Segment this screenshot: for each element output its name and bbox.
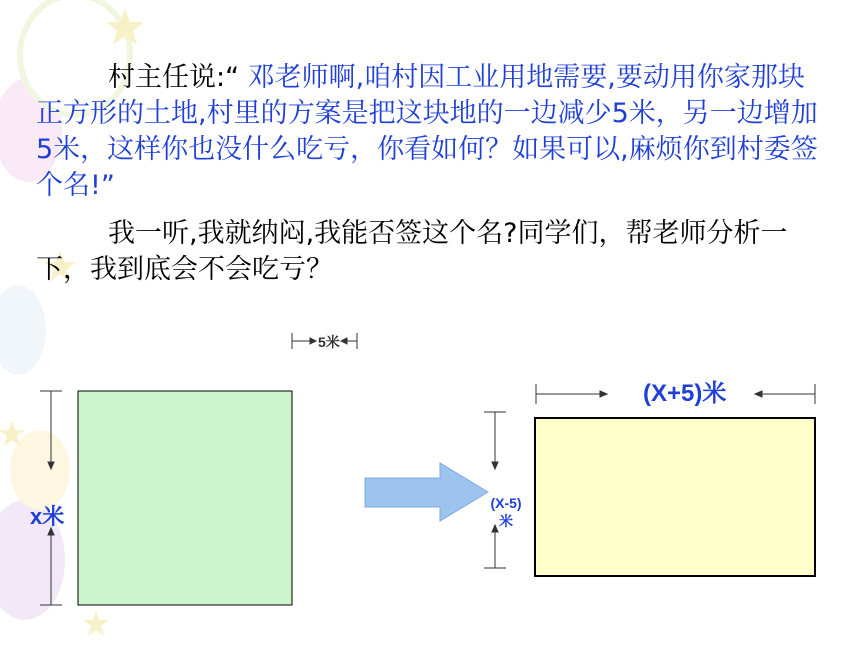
label-height — [484, 494, 528, 530]
label-height-expr: (X-5) — [490, 495, 522, 511]
quote-speaker: 村主任说:“ — [108, 62, 240, 93]
transform-arrow — [365, 463, 488, 521]
original-square — [78, 391, 292, 605]
label-height-unit: 米 — [499, 513, 513, 529]
quote-content: 邓老师啊,咱村因工业用地需要,要动用你家那块正方形的土地,村里的方案是把这块地的一边减少5米，另一边增加5米，这样你也没什么吃亏，你看如何？如果可以,麻烦你到村委签个名!” — [36, 62, 818, 201]
label-x-m: x米 — [30, 504, 65, 529]
x-height-marker — [40, 391, 62, 605]
new-rectangle — [535, 418, 815, 576]
question-text: 我一听,我就纳闷,我能否签这个名?同学们，帮老师分析一下，我到底会不会吃亏？ — [36, 218, 788, 285]
height-marker — [484, 412, 506, 568]
label-5m: 5米 — [318, 334, 340, 350]
label-width: (X+5)米 — [643, 380, 727, 407]
